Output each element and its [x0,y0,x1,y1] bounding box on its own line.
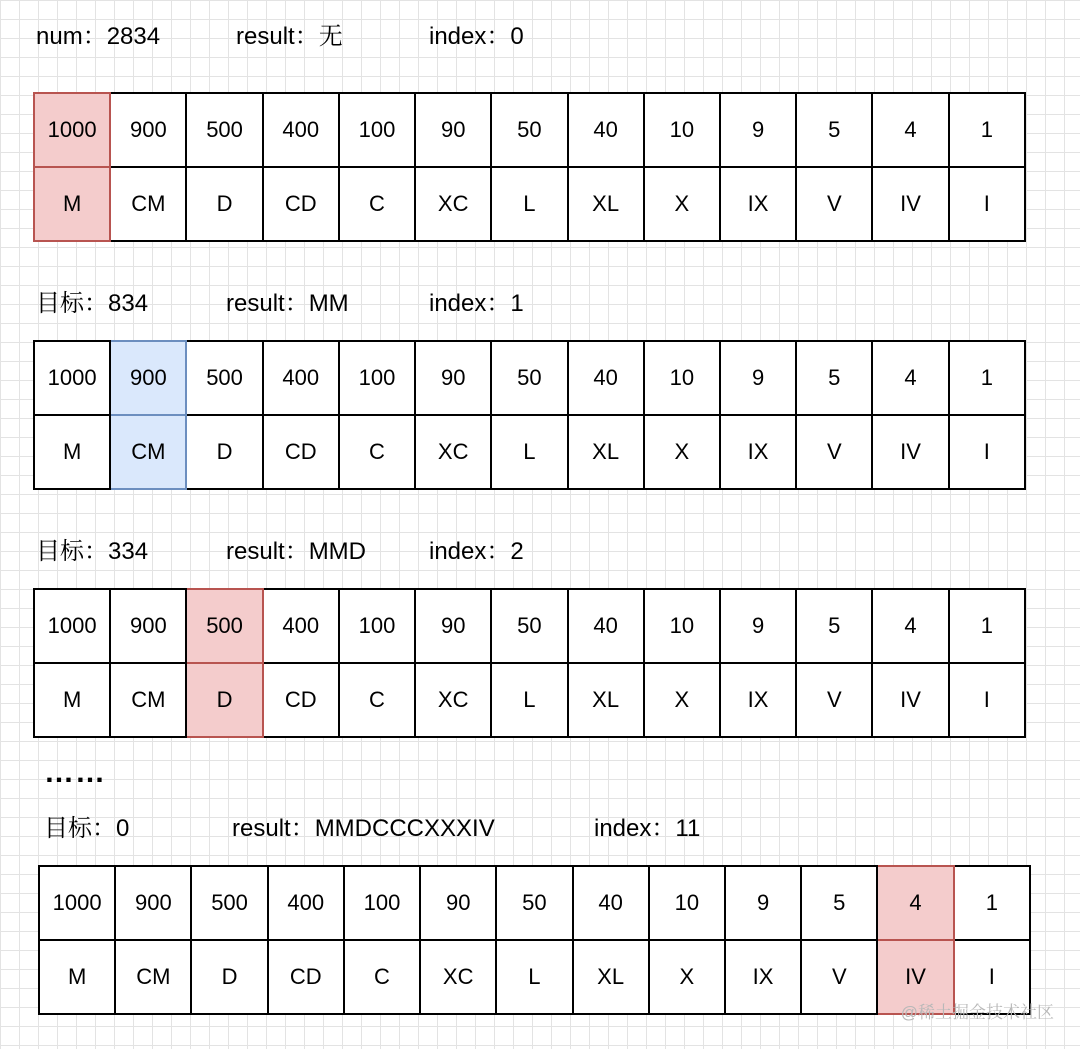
symbol-cell-0: M [39,940,115,1014]
symbol-cell-10: V [796,663,872,737]
value-cell-8: 10 [644,93,720,167]
value-cell-11: 4 [872,341,948,415]
symbol-cell-9: IX [720,415,796,489]
step-0-result [236,22,343,52]
value-cell-4: 100 [339,589,415,663]
symbol-cell-4: C [344,940,420,1014]
symbol-cell-12: I [949,663,1025,737]
step-3-table [38,865,1031,1015]
symbol-cell-8: X [644,663,720,737]
symbol-cell-11: IV [872,167,948,241]
target-label: num [36,23,83,50]
symbol-cell-2: D [186,167,262,241]
value-cell-10: 5 [796,589,872,663]
symbol-cell-0: M [34,415,110,489]
target-label: 目标 [44,815,92,842]
step-2-table [33,588,1026,738]
value-cell-8: 10 [644,341,720,415]
value-cell-2: 500 [186,93,262,167]
symbol-cell-2: D [186,663,262,737]
separator: ： [486,23,511,50]
step-3-header [44,814,129,844]
symbol-cell-1: CM [110,415,186,489]
step-2-index [429,537,524,567]
result-label: result [236,23,295,50]
value-cell-6: 50 [491,589,567,663]
ellipsis: …… [44,756,106,789]
target-value: 0 [116,815,130,842]
value-cell-1: 900 [110,589,186,663]
symbol-cell-5: XC [420,940,496,1014]
symbol-cell-6: L [496,940,572,1014]
separator: ： [290,815,315,842]
index-value: 11 [675,815,701,842]
index-label: index [429,290,487,317]
step-1-index [429,289,524,319]
symbols-row [34,663,1025,737]
value-cell-5: 90 [420,866,496,940]
symbol-cell-9: IX [720,663,796,737]
target-value: 2834 [106,23,161,50]
value-cell-12: 1 [954,866,1030,940]
separator: ： [84,538,108,565]
symbol-cell-12: I [949,167,1025,241]
target-label: 目标 [36,290,84,317]
value-cell-11: 4 [872,93,948,167]
value-cell-4: 100 [344,866,420,940]
index-value: 2 [510,538,524,565]
result-value: MM [308,290,349,317]
symbol-cell-2: D [186,415,262,489]
step-1-table [33,340,1026,490]
target-value: 334 [108,538,149,565]
value-cell-4: 100 [339,93,415,167]
values-row [34,93,1025,167]
value-cell-9: 9 [720,341,796,415]
result-value: MMD [308,538,367,565]
value-cell-8: 10 [649,866,725,940]
separator: ： [486,290,511,317]
values-row [39,866,1030,940]
value-cell-3: 400 [268,866,344,940]
value-cell-5: 90 [415,341,491,415]
symbol-cell-7: XL [573,940,649,1014]
symbol-cell-7: XL [568,167,644,241]
symbol-cell-5: XC [415,663,491,737]
value-cell-12: 1 [949,589,1025,663]
value-cell-4: 100 [339,341,415,415]
symbol-cell-9: IX [725,940,801,1014]
symbol-cell-3: CD [263,663,339,737]
value-cell-12: 1 [949,341,1025,415]
symbol-cell-6: L [491,167,567,241]
result-label: result [226,290,285,317]
value-cell-8: 10 [644,589,720,663]
symbol-cell-12: I [949,415,1025,489]
index-label: index [594,815,652,842]
symbol-cell-1: CM [110,167,186,241]
symbols-row [34,167,1025,241]
symbol-cell-6: L [491,415,567,489]
value-cell-9: 9 [725,866,801,940]
value-cell-1: 900 [115,866,191,940]
result-value: MMDCCCXXXIV [314,815,495,842]
value-cell-2: 500 [191,866,267,940]
watermark: @稀土掘金技术社区 [900,1003,1054,1022]
value-cell-10: 5 [801,866,877,940]
values-row [34,341,1025,415]
symbol-cell-12: I [954,940,1030,1014]
step-0-header [36,22,160,52]
symbol-cell-4: C [339,167,415,241]
symbol-cell-1: CM [115,940,191,1014]
value-cell-2: 500 [186,341,262,415]
symbol-cell-10: V [796,415,872,489]
value-cell-11: 4 [872,589,948,663]
separator: ： [82,23,107,50]
value-cell-0: 1000 [34,341,110,415]
value-cell-0: 1000 [39,866,115,940]
step-3-index [594,814,700,844]
index-value: 1 [510,290,524,317]
value-cell-1: 900 [110,93,186,167]
index-label: index [429,538,487,565]
step-2-header [36,537,148,567]
value-cell-9: 9 [720,93,796,167]
separator: ： [84,290,108,317]
symbol-cell-8: X [649,940,725,1014]
index-label: index [429,23,487,50]
symbol-cell-8: X [644,415,720,489]
value-cell-6: 50 [491,341,567,415]
symbol-cell-4: C [339,663,415,737]
symbol-cell-8: X [644,167,720,241]
symbol-cell-10: V [796,167,872,241]
symbol-cell-10: V [801,940,877,1014]
result-label: result [232,815,291,842]
value-cell-7: 40 [568,341,644,415]
symbol-cell-1: CM [110,663,186,737]
symbol-cell-2: D [191,940,267,1014]
index-value: 0 [510,23,524,50]
value-cell-0: 1000 [34,93,110,167]
symbol-cell-0: M [34,167,110,241]
value-cell-11: 4 [877,866,953,940]
step-3-result [232,814,495,844]
symbol-cell-7: XL [568,415,644,489]
symbol-cell-7: XL [568,663,644,737]
result-label: result [226,538,285,565]
result-value: 无 [318,23,343,50]
symbol-cell-11: IV [872,415,948,489]
separator: ： [651,815,676,842]
value-cell-3: 400 [263,93,339,167]
symbol-cell-4: C [339,415,415,489]
symbol-cell-3: CD [263,167,339,241]
value-cell-12: 1 [949,93,1025,167]
symbol-cell-11: IV [877,940,953,1014]
value-cell-10: 5 [796,341,872,415]
value-cell-6: 50 [491,93,567,167]
symbol-cell-11: IV [872,663,948,737]
value-cell-5: 90 [415,589,491,663]
symbol-cell-0: M [34,663,110,737]
values-row [34,589,1025,663]
symbol-cell-9: IX [720,167,796,241]
symbol-cell-3: CD [263,415,339,489]
target-value: 834 [108,290,149,317]
step-2-result [226,537,366,567]
value-cell-3: 400 [263,589,339,663]
step-1-result [226,289,349,319]
symbols-row [34,415,1025,489]
separator: ： [92,815,116,842]
symbol-cell-6: L [491,663,567,737]
value-cell-5: 90 [415,93,491,167]
value-cell-1: 900 [110,341,186,415]
symbols-row [39,940,1030,1014]
value-cell-6: 50 [496,866,572,940]
separator: ： [294,23,319,50]
separator: ： [284,538,309,565]
target-label: 目标 [36,538,84,565]
value-cell-0: 1000 [34,589,110,663]
step-0-table [33,92,1026,242]
value-cell-7: 40 [573,866,649,940]
value-cell-2: 500 [186,589,262,663]
value-cell-7: 40 [568,93,644,167]
step-0-index [429,22,524,52]
separator: ： [486,538,511,565]
step-1-header [36,289,148,319]
symbol-cell-5: XC [415,415,491,489]
value-cell-7: 40 [568,589,644,663]
value-cell-3: 400 [263,341,339,415]
symbol-cell-5: XC [415,167,491,241]
separator: ： [284,290,309,317]
symbol-cell-3: CD [268,940,344,1014]
value-cell-10: 5 [796,93,872,167]
value-cell-9: 9 [720,589,796,663]
